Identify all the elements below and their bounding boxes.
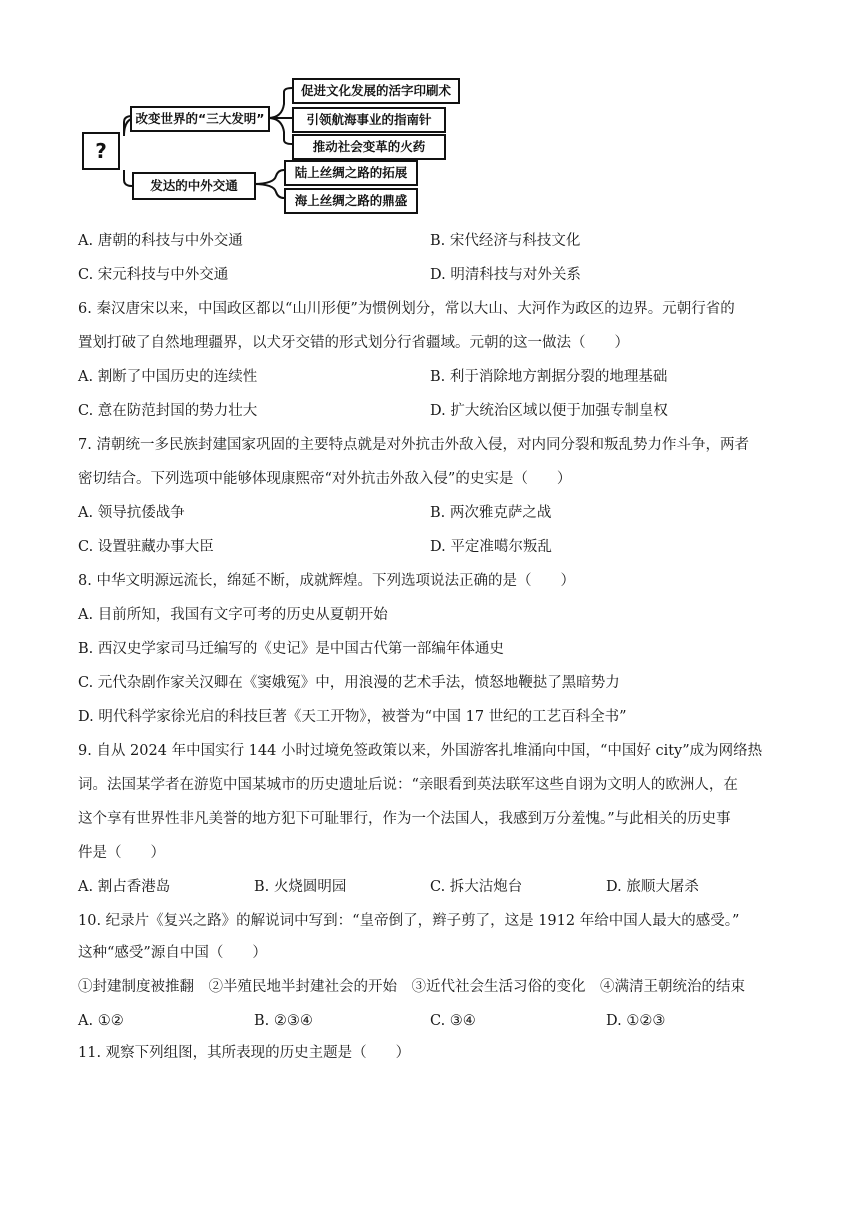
q6-stem-line-1: 6. 秦汉唐宋以来，中国政区都以“山川形便”为惯例划分，常以大山、大河作为政区的边界。元朝行省的	[78, 301, 735, 317]
q5-option-a[interactable]: A. 唐朝的科技与中外交通	[78, 233, 243, 249]
q9-stem-line-3: 这个享有世界性非凡美誉的地方犯下可耻罪行，作为一个法国人，我感到万分羞愧。”与此相关的历史事	[78, 811, 731, 827]
q9-stem-line-4: 件是（ ）	[78, 845, 165, 861]
q8-option-b[interactable]: B. 西汉史学家司马迁编写的《史记》是中国古代第一部编年体通史	[78, 641, 504, 657]
q10-stem-line-2: 这种“感受”源自中国（ ）	[78, 945, 267, 961]
q6-option-a[interactable]: A. 割断了中国历史的连续性	[78, 369, 258, 385]
q7-option-d[interactable]: D. 平定准噶尔叛乱	[430, 539, 552, 555]
q9-stem-line-2: 词。法国某学者在游览中国某城市的历史遗址后说：“亲眼看到英法联军这些自诩为文明人的欧洲人，在	[78, 777, 738, 793]
branch-transport: 发达的中外交通	[132, 172, 256, 200]
q9-option-b[interactable]: B. 火烧圆明园	[254, 879, 347, 895]
q11-stem-line-1: 11. 观察下列组图，其所表现的历史主题是（ ）	[78, 1045, 411, 1061]
q7-option-b[interactable]: B. 两次雅克萨之战	[430, 505, 552, 521]
q10-option-c[interactable]: C. ③④	[430, 1013, 476, 1029]
root-question-box: ?	[82, 132, 120, 170]
q10-statements: ①封建制度被推翻 ②半殖民地半封建社会的开始 ③近代社会生活习俗的变化 ④满清王朝统治的结束	[78, 979, 745, 995]
q7-option-a[interactable]: A. 领导抗倭战争	[78, 505, 185, 521]
q6-option-d[interactable]: D. 扩大统治区域以便于加强专制皇权	[430, 403, 668, 419]
q8-stem-line-1: 8. 中华文明源远流长，绵延不断，成就辉煌。下列选项说法正确的是（ ）	[78, 573, 575, 589]
q8-option-c[interactable]: C. 元代杂剧作家关汉卿在《窦娥冤》中，用浪漫的艺术手法，愤怒地鞭挞了黑暗势力	[78, 675, 620, 691]
branch-item-printing: 促进文化发展的活字印刷术	[292, 78, 460, 104]
q7-stem-line-1: 7. 清朝统一多民族封建国家巩固的主要特点就是对外抗击外敌入侵，对内同分裂和叛乱势力作斗争，两者	[78, 437, 749, 453]
q10-option-b[interactable]: B. ②③④	[254, 1013, 313, 1029]
branch-item-land-silk-road: 陆上丝绸之路的拓展	[284, 160, 418, 186]
q9-option-c[interactable]: C. 拆大沽炮台	[430, 879, 523, 895]
q6-stem-line-2: 置划打破了自然地理疆界，以犬牙交错的形式划分行省疆域。元朝的这一做法（ ）	[78, 335, 629, 351]
q5-option-b[interactable]: B. 宋代经济与科技文化	[430, 233, 581, 249]
q8-option-d[interactable]: D. 明代科学家徐光启的科技巨著《天工开物》，被誉为“中国 17 世纪的工艺百科全书”	[78, 709, 627, 725]
q9-stem-line-1: 9. 自从 2024 年中国实行 144 小时过境免签政策以来，外国游客扎堆涌向中国，“中国好 city”成为网络热	[78, 743, 763, 759]
q6-option-c[interactable]: C. 意在防范封国的势力壮大	[78, 403, 258, 419]
branch-item-gunpowder: 推动社会变革的火药	[292, 134, 446, 160]
branch-item-compass: 引领航海事业的指南针	[292, 107, 446, 133]
q10-stem-line-1: 10. 纪录片《复兴之路》的解说词中写到：“皇帝倒了，辫子剪了，这是 1912 年给中国人最大的感受。”	[78, 913, 740, 929]
q7-stem-line-2: 密切结合。下列选项中能够体现康熙帝“对外抗击外敌入侵”的史实是（ ）	[78, 471, 572, 487]
q10-option-d[interactable]: D. ①②③	[606, 1013, 666, 1029]
branch-three-inventions: 改变世界的“三大发明”	[130, 106, 270, 132]
q6-option-b[interactable]: B. 利于消除地方割据分裂的地理基础	[430, 369, 668, 385]
q9-option-d[interactable]: D. 旅顺大屠杀	[606, 879, 699, 895]
q5-option-c[interactable]: C. 宋元科技与中外交通	[78, 267, 229, 283]
q7-option-c[interactable]: C. 设置驻藏办事大臣	[78, 539, 214, 555]
q5-option-d[interactable]: D. 明清科技与对外关系	[430, 267, 581, 283]
q10-option-a[interactable]: A. ①②	[78, 1013, 124, 1029]
branch-item-sea-silk-road: 海上丝绸之路的鼎盛	[284, 188, 418, 214]
q8-option-a[interactable]: A. 目前所知，我国有文字可考的历史从夏朝开始	[78, 607, 388, 623]
knowledge-diagram	[78, 78, 498, 214]
q9-option-a[interactable]: A. 割占香港岛	[78, 879, 171, 895]
